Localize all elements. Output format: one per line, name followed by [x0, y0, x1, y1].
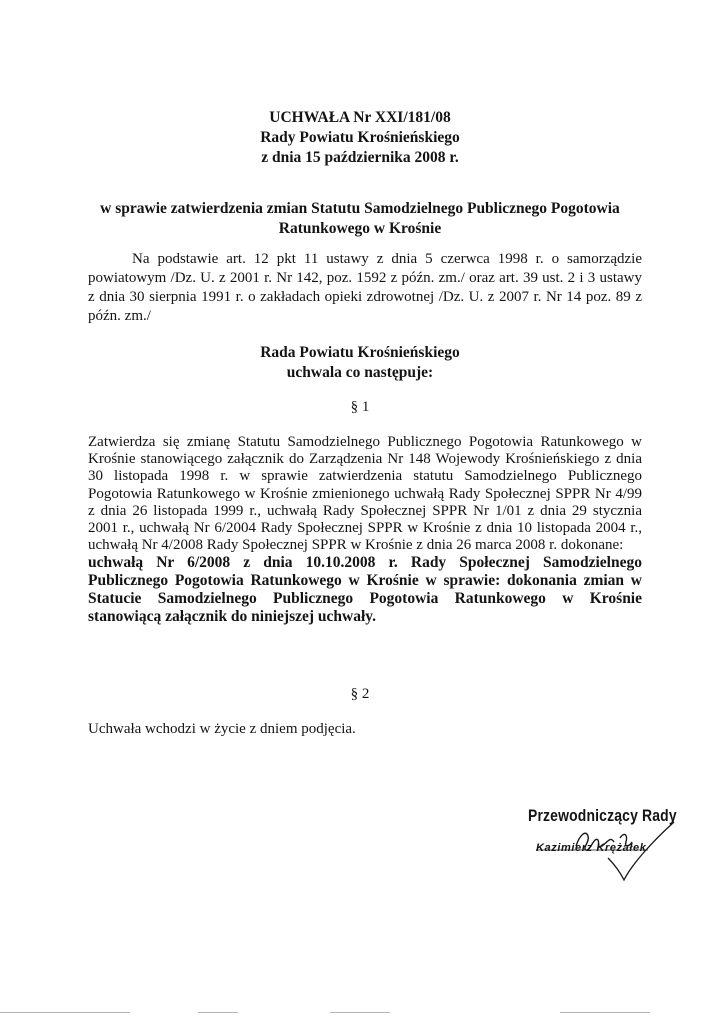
- scan-footer-line: [198, 1012, 238, 1013]
- section-1-body: [88, 434, 642, 626]
- signature-title: Przewodniczący Rady: [528, 806, 677, 825]
- scan-footer-line: [560, 1012, 650, 1013]
- resolution-subject: w sprawie zatwierdzenia zmian Statutu Samodzielnego Publicznego Pogotowia Ratunkowego w Krośnie: [100, 200, 620, 237]
- section-2-symbol: § 2: [350, 686, 370, 702]
- council-name: Rada Powiatu Krośnieńskiego: [260, 344, 460, 361]
- section-1-text: Zatwierdza się zmianę Statutu Samodzielnego Publicznego Pogotowia Ratunkowego w Krośnie stanowiącego załącznik do Zarządzenia Nr 148 Wojewody Krośnieńskiego z dnia 30 listopada 1998 r. w sprawie zatwierdzenia statutu Samodzielnego Publicznego Pogotowia Ratunkowego w Krośnie zmienionego uchwałą Rady Społecznej SPPR Nr 4/99 z dnia 26 listopada 1999 r., uchwałą Rady Społecznej SPPR Nr 1/01 z dnia 29 stycznia 2001 r., uchwałą Nr 6/2004 Rady Społecznej SPPR w Krośnie z dnia 10 listopada 2004 r., uchwałą Nr 4/2008 Rady Społecznej SPPR w Krośnie z dnia 26 marca 2008 r. dokonane:: [88, 434, 642, 554]
- signature-name: Kazimierz Krężałek: [536, 842, 647, 854]
- resolves-phrase: uchwala co następuje:: [286, 364, 434, 381]
- section-1-symbol: § 1: [350, 399, 370, 415]
- handwritten-signature-icon: [528, 806, 678, 886]
- scan-footer-line: [330, 1012, 390, 1013]
- council-resolves-heading: [0, 343, 720, 383]
- section-2-text: Uchwała wchodzi w życie z dniem podjęcia.: [88, 721, 356, 737]
- resolution-council: Rady Powiatu Krośnieńskiego: [260, 129, 460, 146]
- resolution-number: UCHWAŁA Nr XXI/181/08: [269, 109, 451, 126]
- resolution-date: z dnia 15 października 2008 r.: [261, 149, 459, 166]
- section-1-bold-text: uchwałą Nr 6/2008 z dnia 10.10.2008 r. Rady Społecznej Samodzielnego Publicznego Pogotowia Ratunkowego w Krośnie w sprawie: dokonania zmian w Statucie Samodzielnego Publicznego Pogotowia Ratunkowego w Krośnie stanowiącą załącznik do niniejszej uchwały.: [88, 554, 642, 626]
- legal-basis-paragraph: Na podstawie art. 12 pkt 11 ustawy z dnia 5 czerwca 1998 r. o samorządzie powiatowym /Dz. U. z 2001 r. Nr 142, poz. 1592 z późn. zm./ oraz art. 39 ust. 2 i 3 ustawy z dnia 30 sierpnia 1991 r. o zakładach opieki zdrowotnej /Dz. U. z 2007 r. Nr 14 poz. 89 z późn. zm./: [88, 251, 642, 324]
- resolution-header: [0, 108, 720, 168]
- signature-block: [528, 806, 678, 886]
- scan-footer-line: [0, 1012, 130, 1013]
